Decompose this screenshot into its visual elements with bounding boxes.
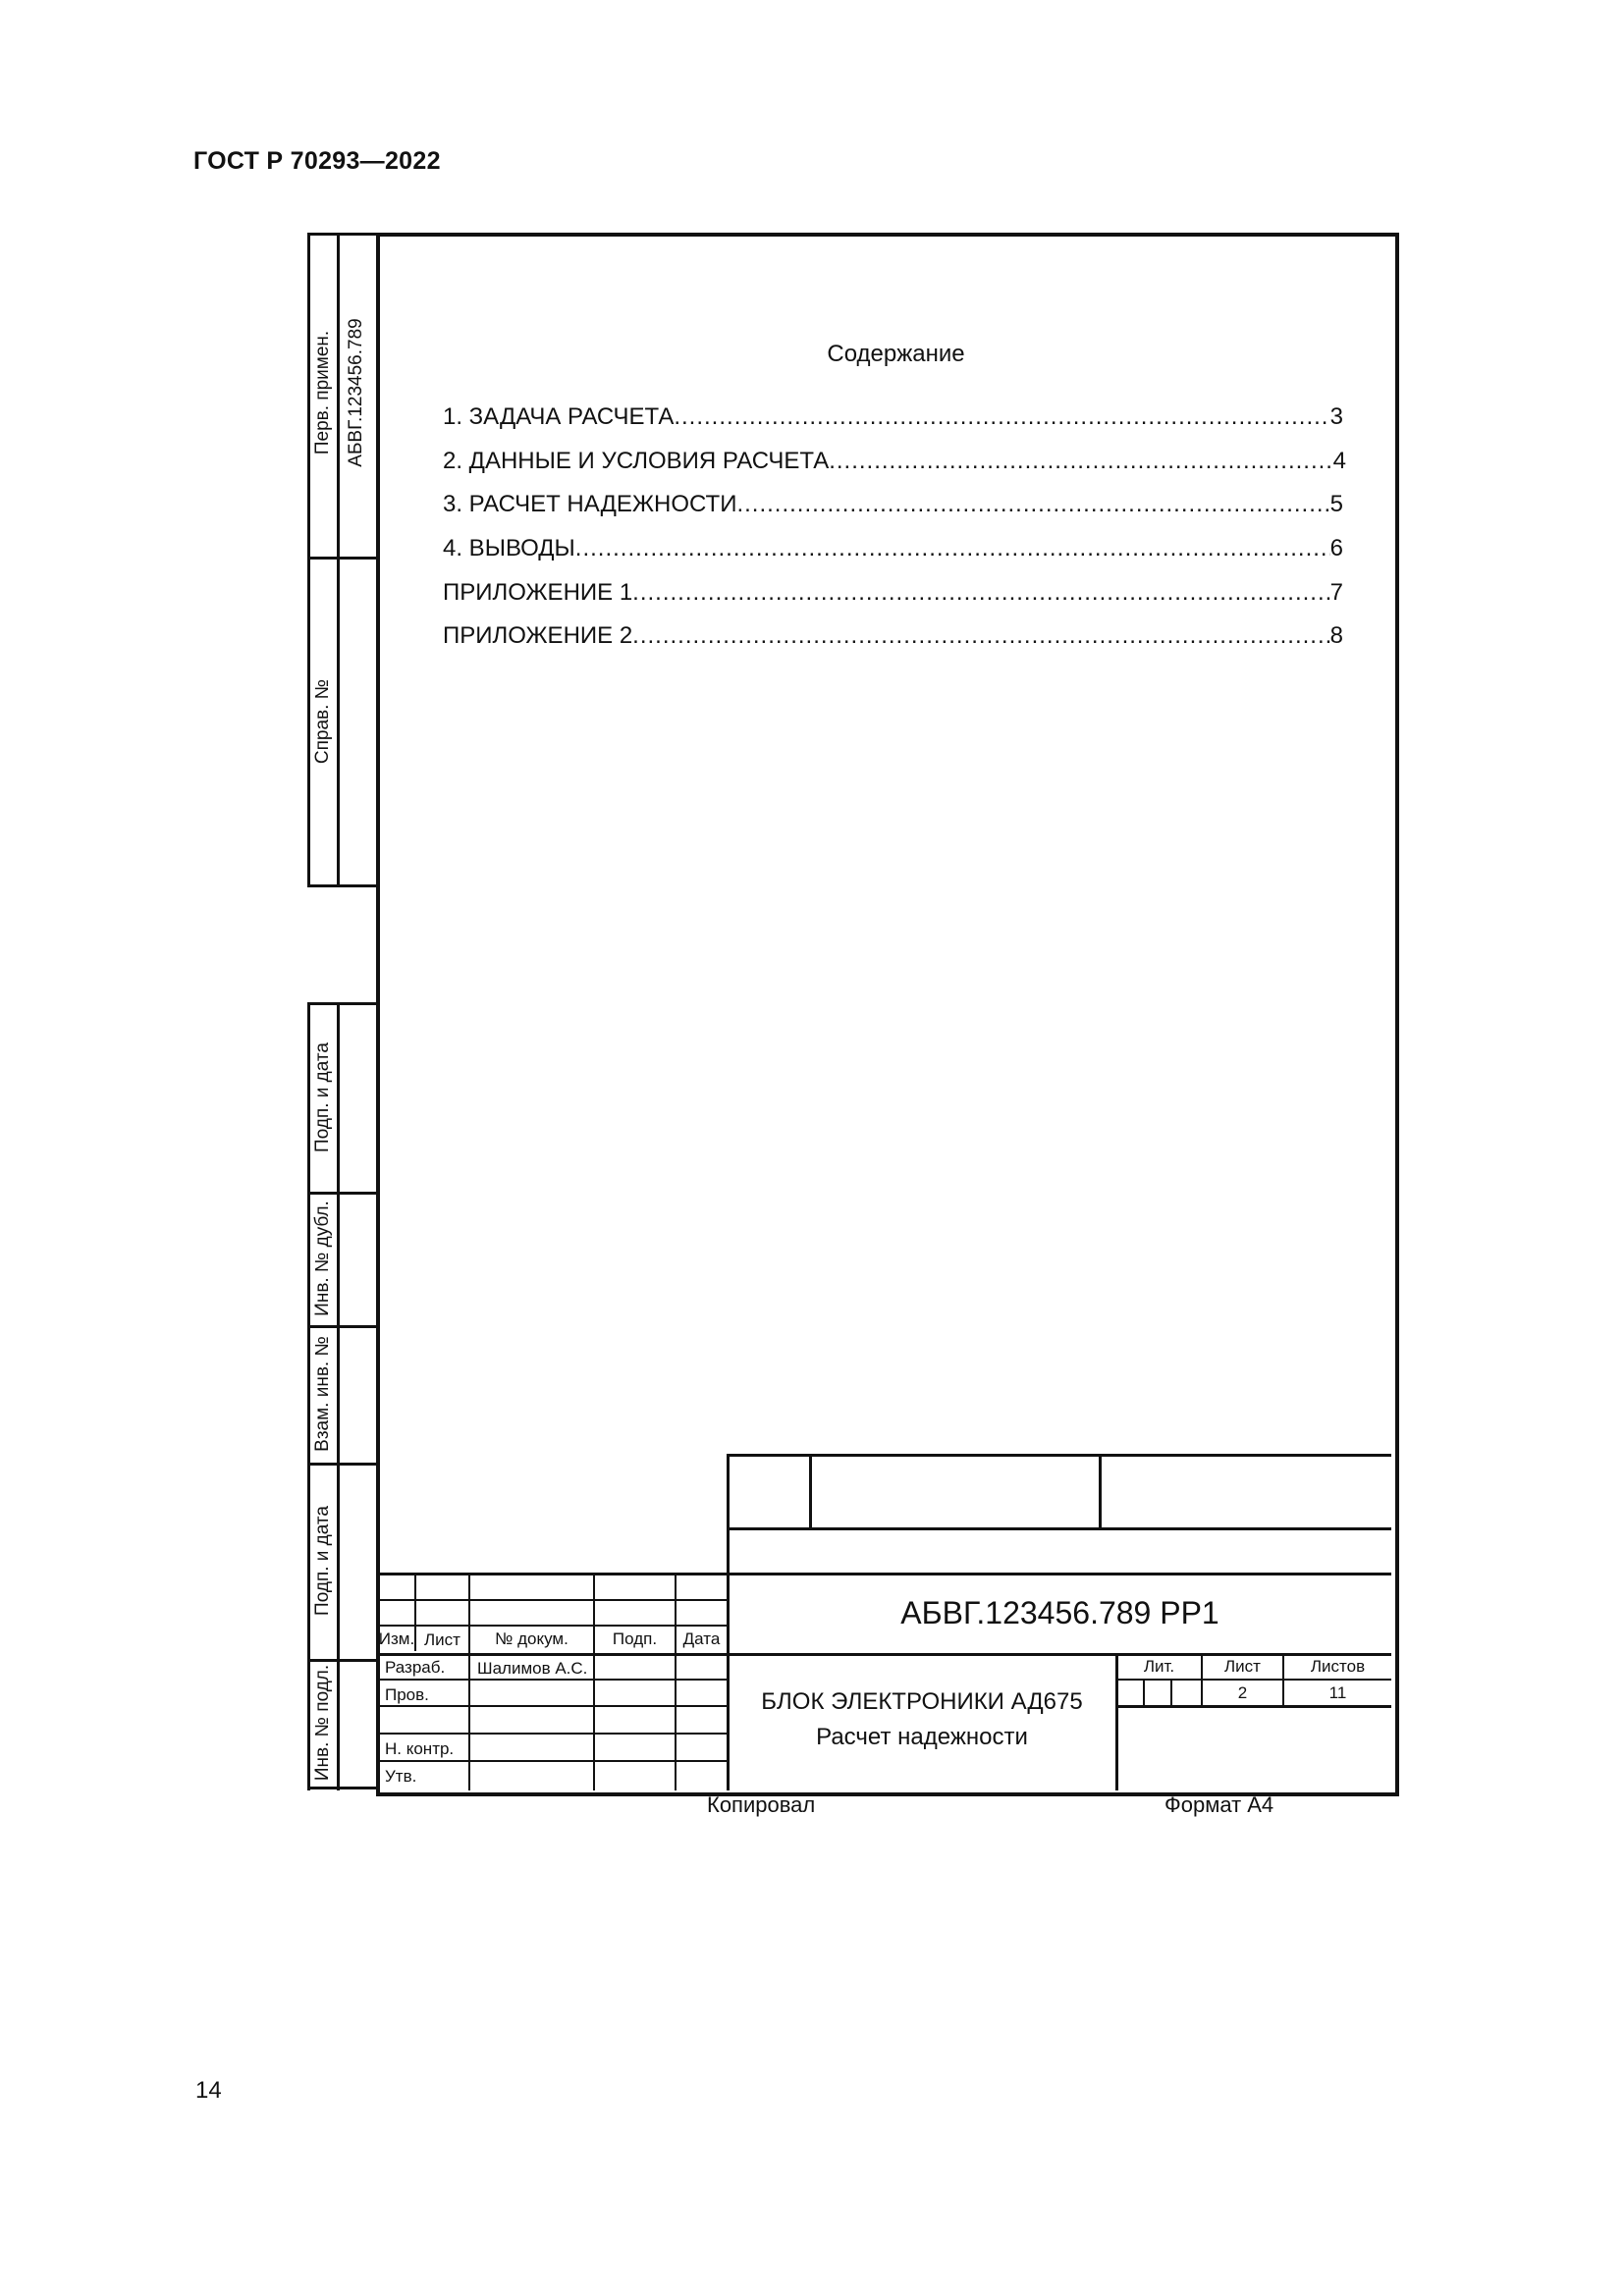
- margin-divider: [307, 557, 378, 560]
- sheets-value: 11: [1328, 1683, 1347, 1702]
- stamp-line: [727, 1527, 1391, 1530]
- stamp-line: [378, 1653, 727, 1656]
- col-data-label: Дата: [682, 1629, 721, 1648]
- toc-item: [443, 579, 1343, 607]
- toc-item-label: ПРИЛОЖЕНИЕ 1: [443, 579, 633, 606]
- stamp-line: [675, 1573, 677, 1790]
- stamp-line: [809, 1454, 812, 1529]
- margin-outer-border: [307, 233, 310, 886]
- stamp-line: [378, 1625, 727, 1627]
- col-list-label: Лист: [424, 1630, 460, 1649]
- stamp-line: [1115, 1705, 1391, 1708]
- toc-item-label: 3. РАСЧЕТ НАДЕЖНОСТИ: [443, 491, 737, 517]
- sheet-label: Лист: [1224, 1657, 1261, 1676]
- toc-leader: [632, 579, 1329, 607]
- toc-leader: [632, 622, 1329, 650]
- stamp-line: [378, 1679, 727, 1681]
- role-prov-label: Пров.: [385, 1685, 429, 1704]
- role-n-kontr-label: Н. контр.: [385, 1739, 455, 1758]
- margin-divider: [307, 1659, 378, 1662]
- stamp-line: [468, 1573, 470, 1790]
- role-utv-label: Утв.: [385, 1767, 417, 1786]
- product-name: БЛОК ЭЛЕКТРОНИКИ АД675: [761, 1688, 1083, 1715]
- sheet-value: 2: [1237, 1683, 1248, 1702]
- margin-divider: [307, 1192, 378, 1195]
- col-podp-label: Подп.: [612, 1629, 658, 1648]
- sprav-no-label: Справ. №: [312, 678, 333, 765]
- document-designation: АБВГ.123456.789 РР1: [900, 1595, 1219, 1630]
- stamp-line: [378, 1573, 1391, 1575]
- toc-item-page: 7: [1329, 579, 1343, 606]
- toc-item: [443, 403, 1343, 431]
- toc-item-page: 4: [1332, 448, 1346, 474]
- margin-outer-border: [307, 1002, 310, 1790]
- toc-item: [443, 535, 1343, 562]
- stamp-line: [378, 1733, 727, 1735]
- margin-top-border: [307, 233, 378, 236]
- podp-i-data-label: Подп. и дата: [312, 1506, 333, 1616]
- copied-label: Копировал: [707, 1792, 816, 1817]
- stamp-line: [1099, 1454, 1102, 1529]
- toc-item-page: 3: [1329, 403, 1343, 430]
- toc-item-label: 1. ЗАДАЧА РАСЧЕТА: [443, 403, 675, 430]
- inv-no-dubl-label: Инв. № дубл.: [312, 1201, 333, 1316]
- toc-item: [443, 622, 1343, 650]
- col-doc-no-label: № докум.: [495, 1629, 568, 1648]
- stamp-line: [727, 1454, 1391, 1457]
- vzam-inv-no-label: Взам. инв. №: [312, 1336, 333, 1452]
- toc-item-page: 8: [1329, 622, 1343, 649]
- developer-name: Шалимов А.С.: [477, 1659, 588, 1678]
- toc-item: [443, 491, 1343, 518]
- toc-item-page: 5: [1329, 491, 1343, 517]
- margin-divider: [307, 884, 378, 887]
- lit-label: Лит.: [1143, 1657, 1175, 1676]
- toc-leader: [736, 491, 1329, 518]
- inv-no-podl-label: Инв. № подл.: [312, 1664, 333, 1782]
- perv-primen-label: Перв. примен.: [312, 330, 333, 455]
- podp-i-data-label: Подп. и дата: [312, 1042, 333, 1152]
- stamp-line: [1170, 1679, 1172, 1706]
- margin-inner-border: [337, 233, 340, 886]
- document-header: ГОСТ Р 70293—2022: [193, 147, 441, 175]
- format-label: Формат А4: [1164, 1792, 1274, 1817]
- margin-bottom-border: [307, 1787, 378, 1789]
- stamp-line: [1115, 1679, 1391, 1681]
- toc-item-page: 6: [1329, 535, 1343, 561]
- toc-title: Содержание: [827, 341, 965, 367]
- toc-leader: [575, 535, 1330, 562]
- toc-item-label: 4. ВЫВОДЫ: [443, 535, 575, 561]
- toc-leader: [674, 403, 1329, 431]
- toc-leader: [829, 448, 1332, 475]
- stamp-line: [593, 1573, 595, 1790]
- toc-item-label: ПРИЛОЖЕНИЕ 2: [443, 622, 633, 649]
- stamp-line: [378, 1705, 727, 1707]
- margin-divider: [307, 1002, 378, 1005]
- toc-item: [443, 448, 1346, 475]
- margin-divider: [307, 1463, 378, 1466]
- toc-item-label: 2. ДАННЫЕ И УСЛОВИЯ РАСЧЕТА: [443, 448, 830, 474]
- margin-inner-border: [337, 1002, 340, 1790]
- margin-divider: [307, 1325, 378, 1328]
- stamp-line: [378, 1599, 727, 1601]
- stamp-line: [378, 1760, 727, 1762]
- col-izm-label: Изм.: [378, 1629, 415, 1648]
- stamp-line: [727, 1653, 1391, 1656]
- document-name: Расчет надежности: [816, 1724, 1028, 1750]
- perv-primen-value: АБВГ.123456.789: [346, 318, 366, 467]
- stamp-line: [1143, 1679, 1145, 1706]
- sheets-label: Листов: [1310, 1657, 1366, 1676]
- page-number: 14: [195, 2077, 222, 2104]
- role-razrab-label: Разраб.: [385, 1658, 446, 1677]
